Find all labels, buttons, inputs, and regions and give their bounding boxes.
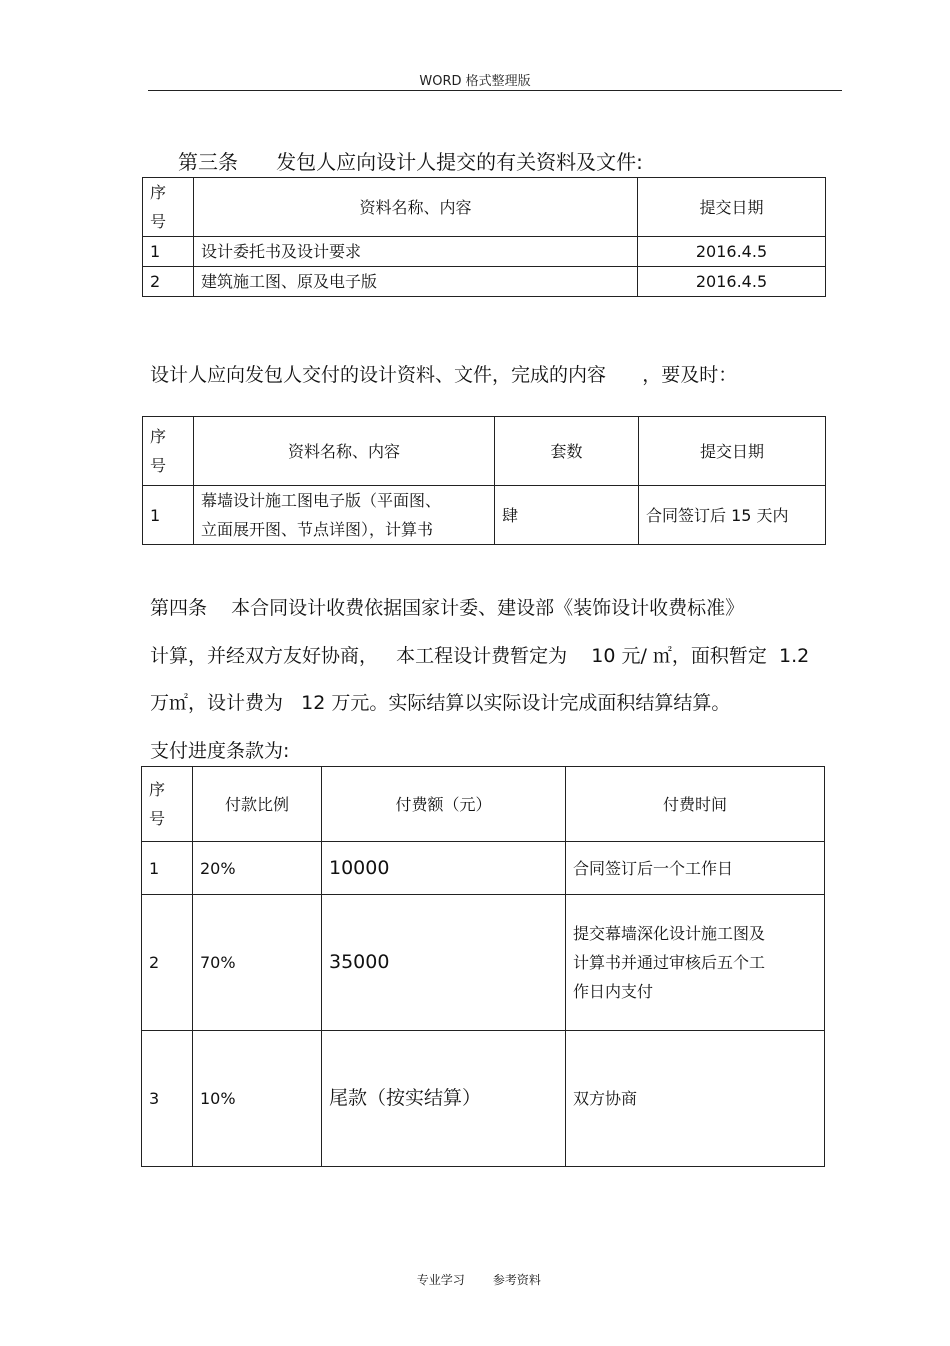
cell-ratio: 70% (193, 895, 322, 1031)
article4-line3: 万㎡，设计费为 12 万元。实际结算以实际设计完成面积结算结算。 (150, 692, 731, 714)
cell-date: 2016.4.5 (638, 237, 826, 267)
cell-name: 设计委托书及设计要求 (194, 237, 638, 267)
table-header-row (142, 767, 825, 842)
cell-index: 1 (143, 486, 194, 545)
table-row (143, 267, 826, 297)
header-cell-name: 资料名称、内容 (194, 417, 495, 486)
header-cell-index: 序 号 (143, 417, 194, 486)
header-cell-amount: 付费额（元） (322, 767, 566, 842)
cell-index: 3 (142, 1031, 193, 1167)
cell-amount: 尾款（按实结算） (322, 1031, 566, 1167)
table-header-row (143, 417, 826, 486)
table-row (143, 237, 826, 267)
page-header-title: WORD 格式整理版 (419, 74, 531, 89)
cell-sets: 肆 (495, 486, 639, 545)
cell-date: 合同签订后 15 天内 (639, 486, 826, 545)
cell-ratio: 10% (193, 1031, 322, 1167)
cell-time: 双方协商 (566, 1031, 825, 1167)
header-cell-time: 付费时间 (566, 767, 825, 842)
cell-time: 合同签订后一个工作日 (566, 842, 825, 895)
table-row (142, 895, 825, 1031)
cell-name: 幕墙设计施工图电子版（平面图、 立面展开图、节点详图），计算书 (194, 486, 495, 545)
payment-table (141, 766, 825, 1167)
deliverables-heading: 设计人应向发包人交付的设计资料、文件，完成的内容 ，要及时： (150, 364, 738, 386)
table-header-row (143, 178, 826, 237)
payment-schedule-heading: 支付进度条款为: (150, 740, 290, 762)
cell-index: 2 (143, 267, 194, 297)
cell-index: 1 (142, 842, 193, 895)
cell-amount: 10000 (322, 842, 566, 895)
cell-index: 1 (143, 237, 194, 267)
table-row (143, 486, 826, 545)
page-footer (0, 1257, 950, 1288)
footer-left-text: 专业学习 (416, 1273, 465, 1287)
cell-date: 2016.4.5 (638, 267, 826, 297)
header-cell-sets: 套数 (495, 417, 639, 486)
cell-index: 2 (142, 895, 193, 1031)
deliverables-table (142, 416, 826, 545)
article3-heading: 第三条 发包人应向设计人提交的有关资料及文件: (178, 150, 643, 174)
materials-table (142, 177, 826, 297)
article4-line1: 第四条 本合同设计收费依据国家计委、建设部《装饰设计收费标准》 (150, 597, 745, 619)
table-row (142, 842, 825, 895)
footer-right-text: 参考资料 (492, 1273, 541, 1287)
cell-name: 建筑施工图、原及电子版 (194, 267, 638, 297)
header-cell-index: 序 号 (142, 767, 193, 842)
header-cell-ratio: 付款比例 (193, 767, 322, 842)
header-cell-index: 序 号 (143, 178, 194, 237)
header-cell-date: 提交日期 (638, 178, 826, 237)
header-divider (148, 90, 842, 91)
cell-time: 提交幕墙深化设计施工图及 计算书并通过审核后五个工 作日内支付 (566, 895, 825, 1031)
table-row (142, 1031, 825, 1167)
cell-amount: 35000 (322, 895, 566, 1031)
header-cell-date: 提交日期 (639, 417, 826, 486)
article4-line2: 计算，并经双方友好协商， 本工程设计费暂定为 10 元/ ㎡，面积暂定 1.2 (150, 645, 810, 667)
header-cell-name: 资料名称、内容 (194, 178, 638, 237)
cell-ratio: 20% (193, 842, 322, 895)
